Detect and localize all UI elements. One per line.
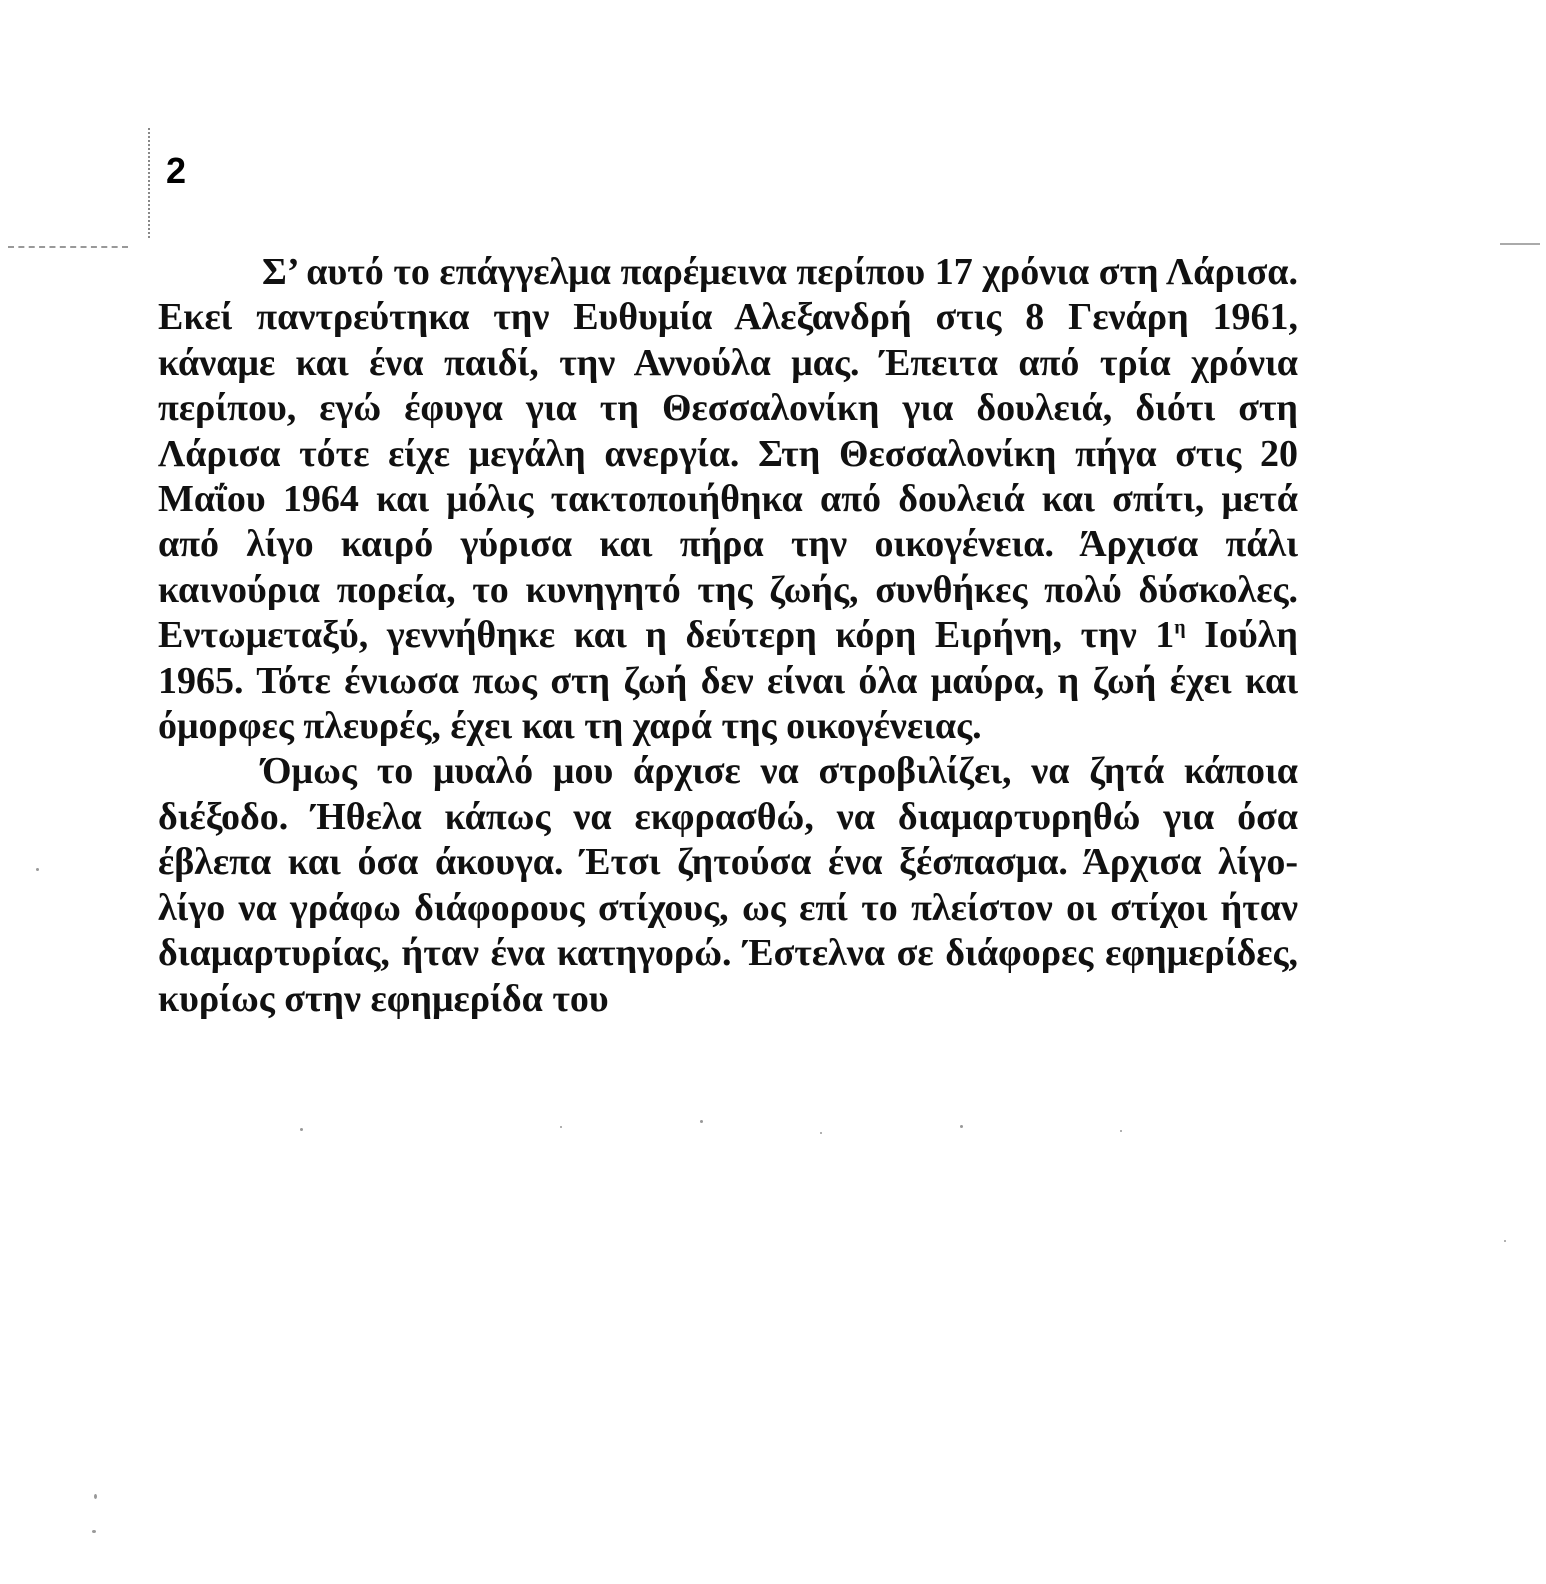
scan-speck bbox=[94, 1494, 97, 1499]
paragraph-2: Όμως το μυαλό μου άρχισε να στροβιλίζει, να ζητά κάποια διέξοδο. Ήθελα κάπως να εκφρασθώ, να διαμαρτυρηθώ για όσα έβλεπα και όσα άκουγα. Έτσι ζητούσα ένα ξέσπασμα. Άρχισα λίγο-λίγο να γράφω διάφορους στίχους, ως επί το πλείστον οι στίχοι ήταν διαμαρτυρίας, ήταν ένα κατηγορώ. Έστελνα σε διάφορες εφημερίδες, κυρίως στην εφημερίδα του bbox=[158, 750, 1298, 1020]
scan-speck bbox=[92, 1530, 96, 1533]
scan-margin-mark-left bbox=[8, 246, 128, 248]
scan-speck bbox=[36, 868, 39, 871]
paragraph-1 bbox=[158, 250, 1298, 749]
scan-speck bbox=[300, 1128, 303, 1131]
scan-speck bbox=[960, 1125, 963, 1128]
scan-speck bbox=[820, 1132, 822, 1134]
ordinal-superscript: η bbox=[1174, 616, 1186, 639]
scan-speck bbox=[560, 1126, 562, 1128]
page-number: 2 bbox=[166, 150, 187, 191]
scan-speck bbox=[1120, 1130, 1122, 1132]
scan-margin-mark-right bbox=[1500, 243, 1540, 245]
scan-speck bbox=[1504, 1240, 1506, 1242]
body-text bbox=[158, 250, 1298, 1022]
paragraph-1-text-a: Σ’ αυτό το επάγγελμα παρέμεινα περίπου 17 χρόνια στη Λάρισα. Εκεί παντρεύτηκα την Ευθυμία Αλεξανδρή στις 8 Γενάρη 1961, κάναμε και ένα παιδί, την Αννούλα μας. Έπειτα από τρία χρόνια περίπου, εγώ έφυγα για τη Θεσσαλονίκη για δουλειά, διότι στη Λάρισα τότε είχε μεγάλη ανεργία. Στη Θεσσαλονίκη πήγα στις 20 Μαΐου 1964 και μόλις τακτοποιήθηκα από δουλειά και σπίτι, μετά από λίγο καιρό γύρισα και πήρα την οικογένεια. Άρχισα πάλι καινούρια πορεία, το κυνηγητό της ζωής, συνθήκες πολύ δύσκολες. Εντωμεταξύ, γεννήθηκε και η δεύτερη κόρη Ειρήνη, την 1 bbox=[158, 251, 1298, 657]
paragraph-1-text-b: Ιούλη 1965. Τότε ένιωσα πως στη ζωή δεν είναι όλα μαύρα, η ζωή έχει και όμορφες πλευρές, έχει και τη χαρά της οικογένειας. bbox=[158, 614, 1298, 748]
scan-speck bbox=[700, 1120, 703, 1123]
